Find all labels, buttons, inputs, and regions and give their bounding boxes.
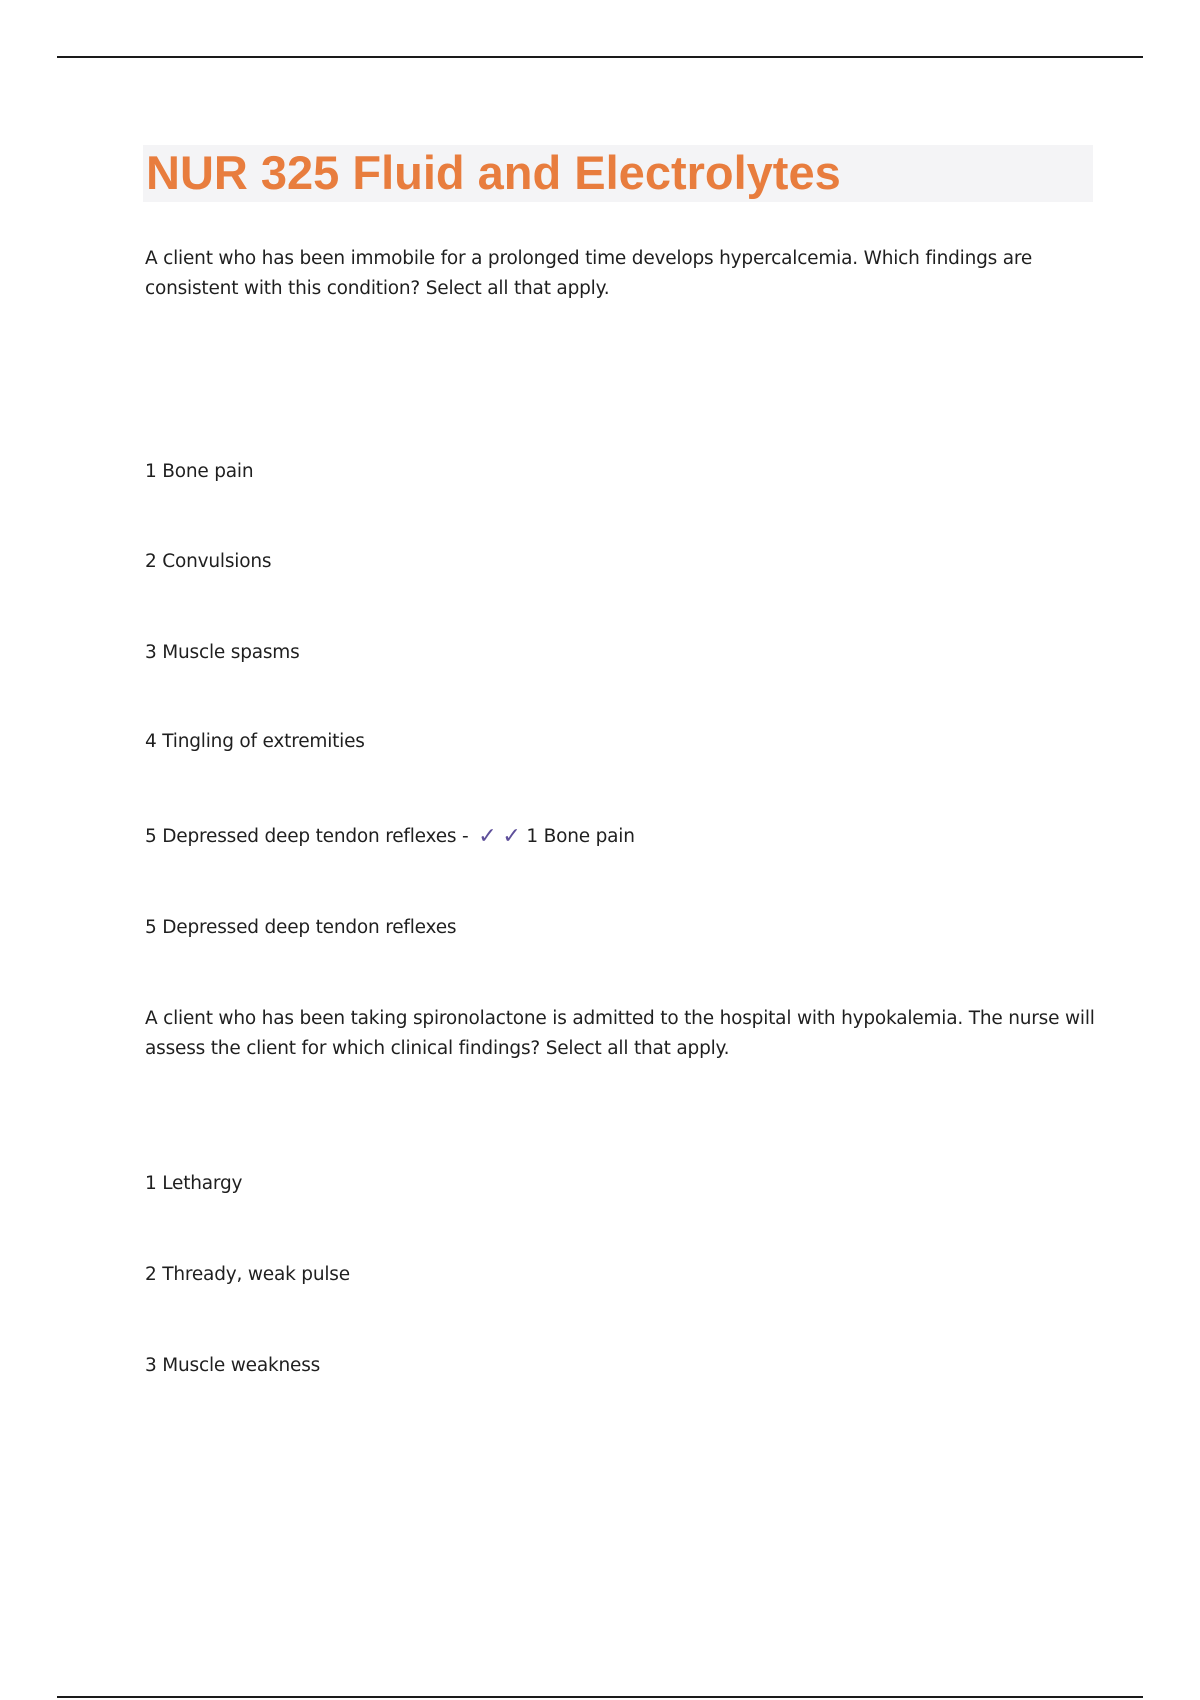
question-1-option-5-answer-line xyxy=(145,822,635,852)
question-1-option-2: 2 Convulsions xyxy=(145,551,272,572)
check-icon: ✓ xyxy=(502,824,521,849)
question-2-option-1: 1 Lethargy xyxy=(145,1173,243,1194)
question-2-option-3: 3 Muscle weakness xyxy=(145,1355,321,1376)
question-1-prompt-line-2: consistent with this condition? Select all that apply. xyxy=(145,278,610,299)
question-1-prompt-line-1: A client who has been immobile for a prolonged time develops hypercalcemia. Which findings are xyxy=(145,248,1033,269)
check-icon: ✓ xyxy=(478,824,497,849)
question-2-prompt-line-1: A client who has been taking spironolactone is admitted to the hospital with hypokalemia. The nurse will xyxy=(145,1008,1095,1029)
question-1-option-1: 1 Bone pain xyxy=(145,461,254,482)
question-1-prompt xyxy=(145,244,1095,304)
question-1-answer-1: 1 Bone pain xyxy=(526,826,635,847)
document-title: NUR 325 Fluid and Electrolytes xyxy=(146,146,841,199)
question-1-answer-2: 5 Depressed deep tendon reflexes xyxy=(145,917,457,938)
top-rule xyxy=(57,56,1143,58)
question-1-option-4: 4 Tingling of extremities xyxy=(145,731,365,752)
bottom-rule xyxy=(57,1696,1143,1698)
question-1-option-3: 3 Muscle spasms xyxy=(145,642,300,663)
question-2-option-2: 2 Thready, weak pulse xyxy=(145,1264,350,1285)
question-2-prompt xyxy=(145,1004,1095,1064)
question-2-prompt-line-2: assess the client for which clinical findings? Select all that apply. xyxy=(145,1038,730,1059)
question-1-option-5: 5 Depressed deep tendon reflexes - xyxy=(145,826,469,847)
